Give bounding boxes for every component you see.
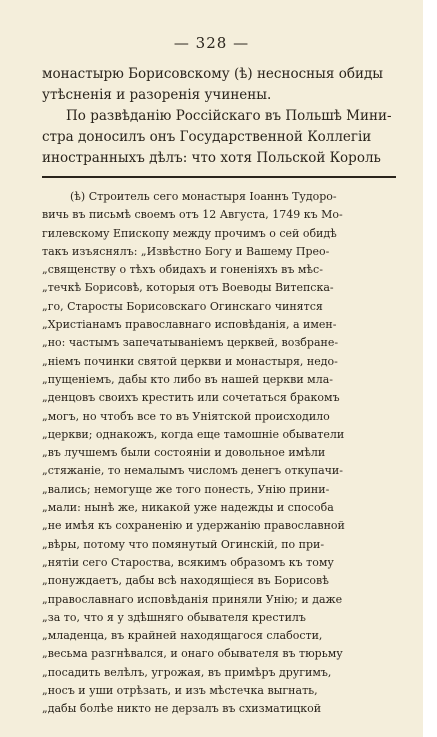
text-line: монастырю Борисовскому (ѣ) несносныя обиды xyxy=(42,66,384,82)
footnote xyxy=(42,188,400,719)
footnote-line: „вѣры, потому что помянутый Огинскій, по при- xyxy=(42,537,325,551)
footnote-line: „но: частымъ запечатываніемъ церквей, возбране- xyxy=(42,336,339,350)
footnote-line: „понуждаетъ, дабы всѣ находящіеся въ Борисовѣ xyxy=(42,574,329,588)
footnote-line: „ніемъ починки святой церкви и монастыря, недо- xyxy=(42,354,338,368)
footnote-line: „младенца, въ крайней находящагося слабости, xyxy=(42,629,323,643)
footnote-line: „за то, что я у здѣшняго обывателя крестилъ xyxy=(42,610,306,624)
footnote-line: „нятіи сего Староства, всякимъ образомъ къ тому xyxy=(42,555,334,569)
footnote-line: „весьма разгнѣвался, и онаго обывателя въ тюрьму xyxy=(42,647,343,661)
footnote-line: „Христіанамъ православнаго исповѣданія, а имен- xyxy=(42,318,337,332)
footnote-line: „денцовъ своихъ крестить или сочетаться бракомъ xyxy=(42,391,340,405)
text-line: иностранныхъ дѣлъ: что хотя Польской Король xyxy=(42,150,381,166)
footnote-line: такъ изъяснялъ: „Извѣстно Богу и Вашему Прео- xyxy=(42,244,330,258)
footnote-line: (ѣ) Строитель сего монастыря Іоаннъ Тудоро- xyxy=(70,190,337,203)
footnote-line: „посадить велѣлъ, угрожая, въ примѣръ другимъ, xyxy=(42,665,332,679)
footnote-line: „священству о тѣхъ обидахъ и гоненіяхъ въ мѣс- xyxy=(42,263,323,277)
footnote-line: „православнаго исповѣданія приняли Унію; и даже xyxy=(42,592,343,606)
footnote-line: „церкви; однакожъ, когда еще тамошніе обыватели xyxy=(42,427,345,441)
footnote-line: „вались; немогуще же того понесть, Унію прини- xyxy=(42,482,330,496)
footnote-line: „пущеніемъ, дабы кто либо въ нашей церкви мла- xyxy=(42,372,333,386)
text-line: утѣсненія и разоренія учинены. xyxy=(42,87,272,103)
footnote-line: „течкѣ Борисовѣ, которыя отъ Воеводы Витепска- xyxy=(42,281,334,295)
footnote-divider xyxy=(42,176,396,178)
footnote-line: „могъ, но чтобъ все то въ Уніятской происходило xyxy=(42,409,330,423)
footnote-line: вичь въ письмѣ своемъ отъ 12 Августа, 1749 къ Мо- xyxy=(42,208,343,222)
footnote-line: „го, Старосты Борисовскаго Огинскаго чинятся xyxy=(42,299,323,313)
text-line: стра доносилъ онъ Государственной Коллегіи xyxy=(42,129,372,145)
footnote-line: „носъ и уши отрѣзать, и изъ мѣстечка выгнать, xyxy=(42,684,318,698)
footnote-line: „не имѣя къ сохраненію и удержанію православной xyxy=(42,519,345,533)
footnote-line: „стяжаніе, то немалымъ числомъ денегъ откупачи- xyxy=(42,464,343,478)
footnote-line: „въ лучшемъ были состояніи и довольное имѣли xyxy=(42,446,326,460)
page-number: — 328 — xyxy=(173,34,250,52)
footnote-line: „дабы болѣе никто не дерзалъ въ схизматицкой xyxy=(42,702,322,716)
footnote-line: гилевскому Епископу между прочимъ о сей обидѣ xyxy=(42,226,337,240)
footnote-line: „мали: нынѣ же, никакой уже надежды и способа xyxy=(42,501,334,515)
text-line: По развѣданію Россійскаго въ Польшѣ Мини- xyxy=(66,108,392,124)
main-text xyxy=(42,64,394,169)
